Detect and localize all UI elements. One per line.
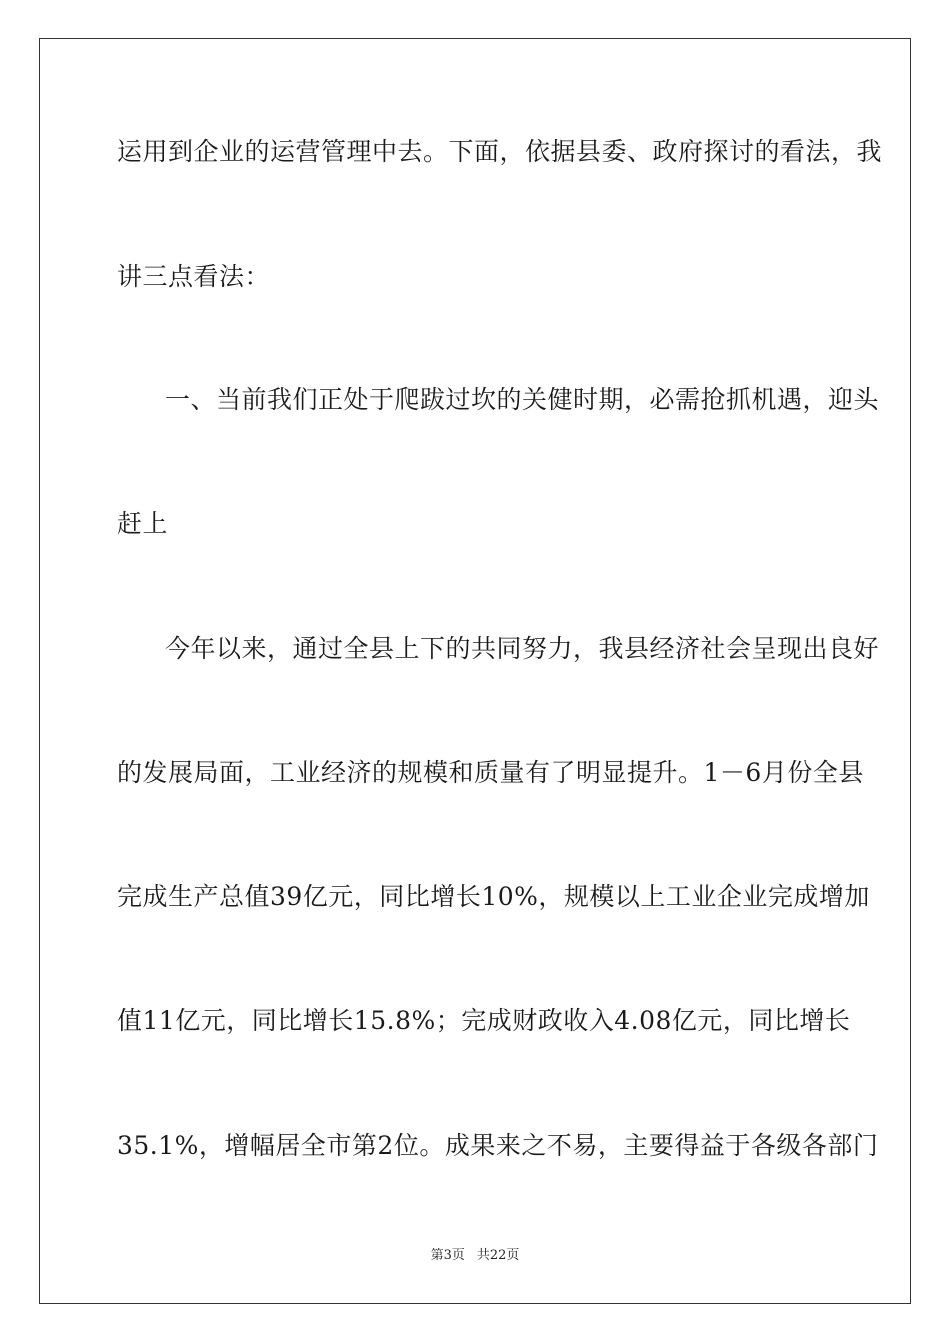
body-line-4: 的发展局面，工业经济的规模和质量有了明显提升。1－6月份全县: [117, 758, 864, 787]
body-line-1: 运用到企业的运营管理中去。下面，依据县委、政府探讨的看法，我: [117, 137, 883, 166]
body-line-2: 讲三点看法：: [117, 262, 271, 291]
page-total: 共22页: [476, 1248, 520, 1263]
body-line-7: 35.1%，增幅居全市第2位。成果来之不易，主要得益于各级各部门: [117, 1131, 879, 1160]
body-line-5: 完成生产总值39亿元，同比增长10%，规模以上工业企业完成增加: [117, 882, 870, 911]
page-footer: [0, 1248, 950, 1264]
section-heading-line-2: 赶上: [117, 509, 169, 538]
body-line-3: 今年以来，通过全县上下的共同努力，我县经济社会呈现出良好: [165, 634, 880, 663]
section-heading-line-1: 一、当前我们正处于爬跋过坎的关健时期，必需抢抓机遇，迎头: [165, 385, 880, 414]
page-number: 第3页: [430, 1248, 465, 1263]
page-border: [39, 38, 911, 1304]
body-line-6: 值11亿元，同比增长15.8%；完成财政收入4.08亿元，同比增长: [117, 1006, 851, 1035]
